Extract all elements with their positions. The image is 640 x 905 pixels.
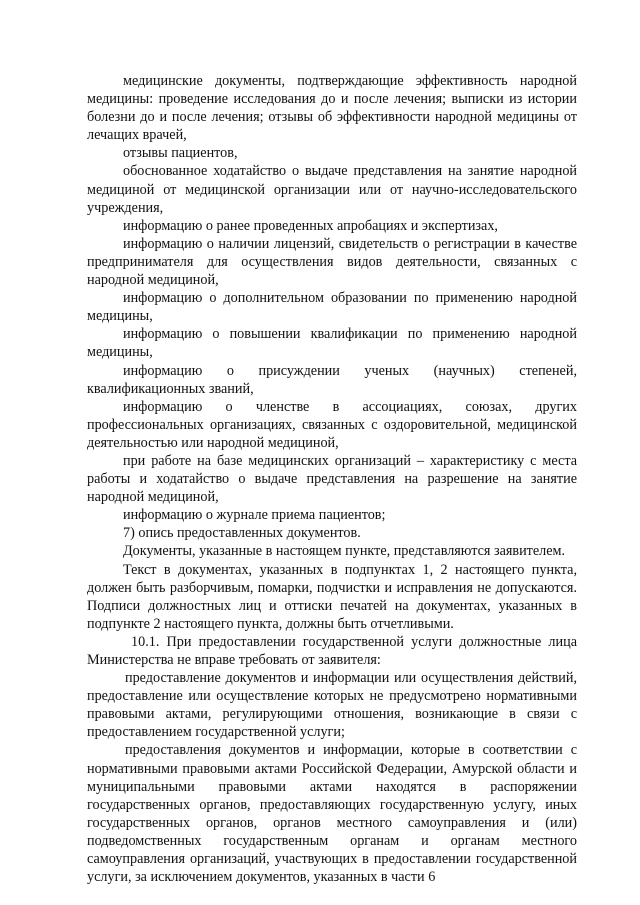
paragraph: предоставления документов и информации, которые в соответствии с нормативными правовыми актами Российской Федерации, Амурской области и муниципальными правовыми актами находятся в распоряжении государственных органов, предоставляющих государственную услугу, иных государственных органов, органов местного самоуправления и (или) подведомственных государственным органам и органам местного самоуправления организаций, участвующих в предоставлении государственной услуги, за исключением документов, указанных в части 6 [87,742,577,886]
paragraph: Документы, указанные в настоящем пункте, представляются заявителем. [123,543,566,560]
paragraph: 7) опись предоставленных документов. [123,525,361,542]
paragraph: обоснованное ходатайство о выдаче представления на занятие народной медициной от медицинской организации или от научно-исследовательского учреждения, [87,163,577,216]
paragraph: предоставление документов и информации или осуществления действий, предоставление или осуществление которых не предусмотрено нормативными правовыми актами, регулирующими отношения, возникающие в связи с предоставлением государственной услуги; [87,670,577,741]
paragraph: информацию о журнале приема пациентов; [123,507,386,524]
paragraph: при работе на базе медицинских организаций – характеристику с места работы и ходатайство о выдаче представления на разрешение на занятие народной медициной, [87,452,577,506]
paragraph: информацию о присуждении ученых (научных) степеней, квалификационных званий, [87,362,577,397]
paragraph: медицинские документы, подтверждающие эффективность народной медицины: проведение исследования до и после лечения; выписки из истории болезни до и после лечения; отзывы об эффективности народной медицины от лечащих врачей, [87,73,577,144]
paragraph: информацию о ранее проведенных апробациях и экспертизах, [123,217,498,234]
document-body [87,72,577,886]
paragraph: информацию о дополнительном образовании по применению народной медицины, [87,290,577,325]
paragraph: отзывы пациентов, [123,145,238,162]
paragraph: 10.1. При предоставлении государственной услуги должностные лица Министерства не вправе требовать от заявителя: [87,633,577,668]
paragraph: информацию о наличии лицензий, свидетельств о регистрации в качестве предпринимателя для осуществления видов деятельности, связанных с народной медициной, [87,235,577,289]
paragraph: информацию о членстве в ассоциациях, союзах, других профессиональных организациях, связанных с оздоровительной, медицинской деятельностью или народной медициной, [87,398,577,451]
paragraph: информацию о повышении квалификации по применению народной медицины, [87,326,577,361]
paragraph: Текст в документах, указанных в подпунктах 1, 2 настоящего пункта, должен быть разборчивым, помарки, подчистки и исправления не допускаются. Подписи должностных лиц и оттиски печатей на документах, указанных в подпункте 2 настоящего пункта, должны быть отчетливыми. [87,561,577,632]
